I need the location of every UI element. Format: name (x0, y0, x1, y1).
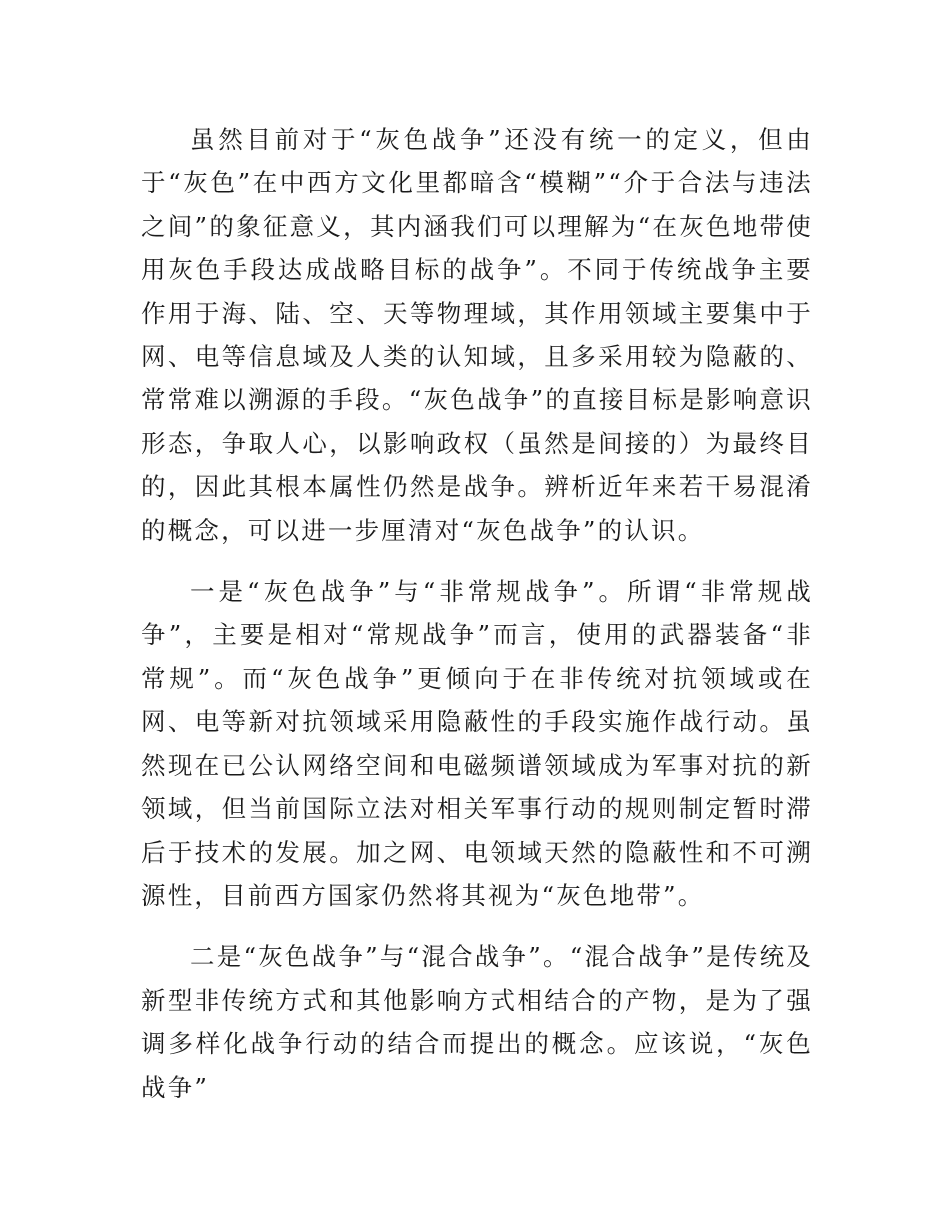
paragraph-intro: 虽然目前对于“灰色战争”还没有统一的定义，但由于“灰色”在中西方文化里都暗含“模糊”“介于合法与违法之间”的象征意义，其内涵我们可以理解为“在灰色地带使用灰色手段达成战略目标的战争”。不同于传统战争主要作用于海、陆、空、天等物理域，其作用领域主要集中于网、电等信息域及人类的认知域，且多采用较为隐蔽的、常常难以溯源的手段。“灰色战争”的直接目标是影响意识形态，争取人心，以影响政权（虽然是间接的）为最终目的，因此其根本属性仍然是战争。辨析近年来若干易混淆的概念，可以进一步厘清对“灰色战争”的认识。 (141, 125, 813, 545)
document-body (141, 118, 813, 1127)
paragraph-unconventional-warfare: 一是“灰色战争”与“非常规战争”。所谓“非常规战争”，主要是相对“常规战争”而言，使用的武器装备“非常规”。而“灰色战争”更倾向于在非传统对抗领域或在网、电等新对抗领域采用隐蔽性的手段实施作战行动。虽然现在已公认网络空间和电磁频谱领域成为军事对抗的新领域，但当前国际立法对相关军事行动的规则制定暂时滞后于技术的发展。加之网、电领域天然的隐蔽性和不可溯源性，目前西方国家仍然将其视为“灰色地带”。 (141, 577, 813, 910)
paragraph-hybrid-warfare: 二是“灰色战争”与“混合战争”。“混合战争”是传统及新型非传统方式和其他影响方式相结合的产物，是为了强调多样化战争行动的结合而提出的概念。应该说，“灰色战争” (141, 942, 813, 1102)
